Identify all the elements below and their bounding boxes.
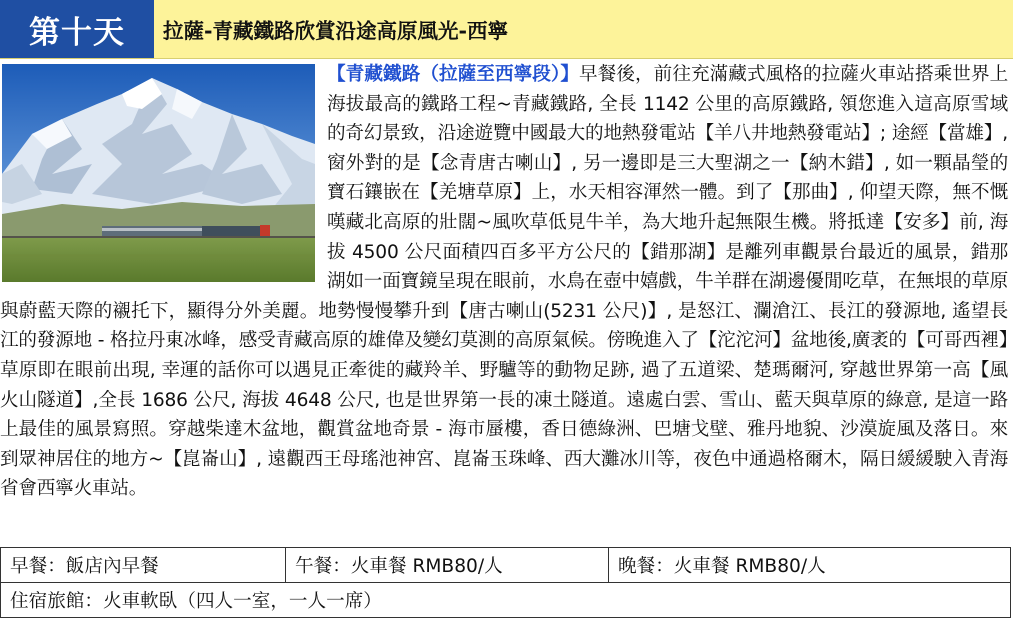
- lunch-cell: 午餐：火車餐 RMB80/人: [286, 548, 609, 583]
- dinner-cell: 晚餐：火車餐 RMB80/人: [609, 548, 1011, 583]
- meal-lodging-table: [0, 547, 1011, 618]
- highlight-route-name: 【青藏鐵路（拉薩至西寧段）】: [327, 64, 579, 85]
- meal-row: [1, 548, 1011, 583]
- lodging-cell: 住宿旅館：火車軟臥（四人一室，一人一席）: [1, 583, 1011, 618]
- day-number-badge: 第十天: [0, 0, 154, 58]
- breakfast-cell: 早餐：飯店內早餐: [1, 548, 286, 583]
- lodging-row: [1, 583, 1011, 618]
- itinerary-description: [0, 60, 1008, 504]
- day-title: 拉薩-青藏鐵路欣賞沿途高原風光-西寧: [163, 19, 509, 43]
- photo-spacer: [0, 60, 327, 286]
- itinerary-text: 早餐後，前往充滿藏式風格的拉薩火車站搭乘世界上海拔最高的鐵路工程~青藏鐵路, 全長 1142 公里的高原鐵路, 領您進入這高原雪域的奇幻景致，沿途遊覽中國最大的地熱發電站【羊八井地熱發電站】; 途經【當雄】, 窗外對的是【念青唐古喇山】, 另一邊即是三大聖湖之一【納木錯】, 如一顆晶瑩的寶石鑲嵌在【羌塘草原】上，水天相容渾然一體。到了【那曲】, 仰望天際，無不慨嘆藏北高原的壯闊~風吹草低見牛羊，為大地升起無限生機。將抵達【安多】前, 海拔 4500 公尺面積四百多平方公尺的【錯那湖】是離列車觀景台最近的風景，錯那湖如一面寶鏡呈現在眼前，水鳥在壺中嬉戲，牛羊群在湖邊優閒吃草，在無垠的草原與蔚藍天際的襯托下，顯得分外美麗。地勢慢慢攀升到【唐古喇山(5231 公尺)】, 是怒江、瀾滄江、長江的發源地, 遙望長江的發源地 - 格拉丹東冰峰，感受青藏高原的雄偉及變幻莫測的高原氣候。傍晚進入了【沱沱河】盆地後,廣袤的【可哥西裡】草原即在眼前出現, 幸運的話你可以遇見正牽徙的藏羚羊、野驢等的動物足跡, 過了五道梁、楚瑪爾河, 穿越世界第一高【風火山隧道】,全長 1686 公尺, 海拔 4648 公尺, 也是世界第一長的凍土隧道。遠處白雲、雪山、藍天與草原的綠意, 是這一路上最佳的風景寫照。穿越柴達木盆地，觀賞盆地奇景 - 海市蜃樓，香日德綠洲、巴塘戈壁、雅丹地貌、沙漠旋風及落日。來到眾神居住的地方~【崑崙山】, 遠觀西王母瑤池神宮、崑崙玉珠峰、西大灘冰川等，夜色中通過格爾木，隔日緩緩駛入青海省會西寧火車站。: [0, 64, 1008, 500]
- day-header: [0, 0, 1013, 59]
